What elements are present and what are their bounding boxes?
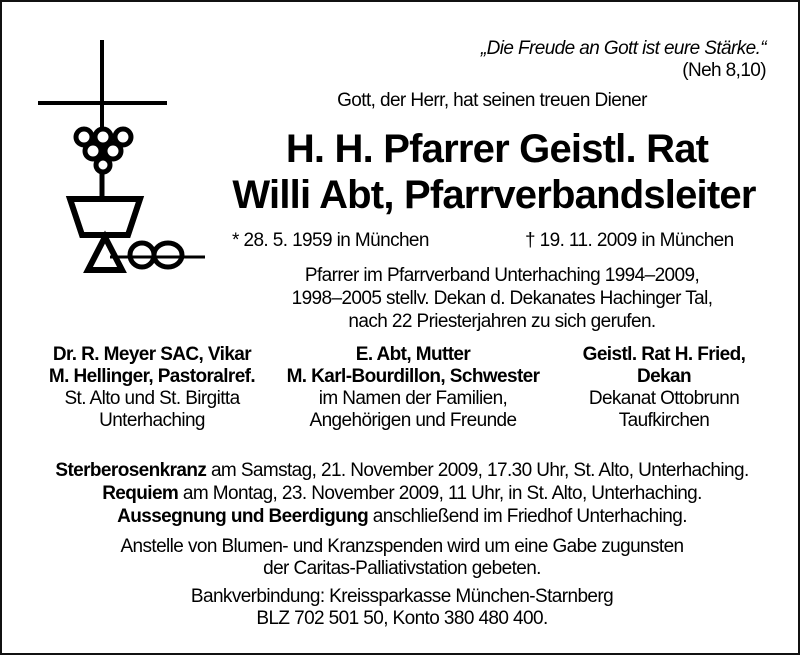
mourner-column — [287, 344, 540, 432]
intro-text: Gott, der Herr, hat seinen treuen Diener — [337, 90, 647, 111]
event-details: am Montag, 23. November 2009, 11 Uhr, in St. Alto, Unterhaching. — [178, 483, 702, 504]
mourner-affiliation: Dekanat Ottobrunn — [588, 388, 740, 409]
donation-line: der Caritas-Palliativstation gebeten. — [263, 558, 541, 579]
event-requiem — [102, 483, 702, 505]
mourner-column — [583, 344, 746, 432]
bank-line: BLZ 702 501 50, Konto 380 480 400. — [256, 608, 548, 629]
bible-quote: „Die Freude an Gott ist eure Stärke.“ — [480, 38, 766, 59]
mourner-column — [49, 344, 255, 432]
event-details: anschließend im Friedhof Unterhaching. — [368, 506, 687, 527]
quote-reference: (Neh 8,10) — [682, 60, 766, 81]
bio-line: nach 22 Priesterjahren zu sich gerufen. — [348, 311, 656, 332]
mourner-affiliation: im Namen der Familien, — [318, 388, 508, 409]
event-label: Aussegnung und Beerdigung — [117, 506, 369, 527]
event-rosary — [55, 460, 748, 482]
mourner-name: M. Karl-Bourdillon, Schwester — [286, 366, 540, 387]
bio-line: 1998–2005 stellv. Dekan d. Dekanates Hachinger Tal, — [291, 288, 713, 309]
event-burial — [117, 506, 687, 528]
mourner-name: Dekan — [636, 366, 692, 387]
event-label: Sterberosenkranz — [55, 460, 207, 481]
death-date: † 19. 11. 2009 in München — [525, 230, 734, 251]
mourner-name: E. Abt, Mutter — [355, 344, 471, 365]
birth-date: * 28. 5. 1959 in München — [232, 230, 429, 251]
mourner-name: M. Hellinger, Pastoralref. — [48, 366, 256, 387]
event-details: am Samstag, 21. November 2009, 17.30 Uhr, St. Alto, Unterhaching. — [206, 460, 749, 481]
mourner-affiliation: Taufkirchen — [618, 410, 710, 431]
cross-chalice-symbol-icon — [32, 37, 212, 277]
event-label: Requiem — [102, 483, 179, 504]
bank-line: Bankverbindung: Kreissparkasse München-Starnberg — [190, 586, 614, 607]
mourner-affiliation: St. Alto und St. Birgitta — [64, 388, 240, 409]
mourner-name: Geistl. Rat H. Fried, — [582, 344, 746, 365]
donation-line: Anstelle von Blumen- und Kranzspenden wird um eine Gabe zugunsten — [120, 536, 684, 557]
mourner-affiliation: Unterhaching — [99, 410, 205, 431]
deceased-title: H. H. Pfarrer Geistl. Rat — [285, 127, 709, 171]
mourner-name: Dr. R. Meyer SAC, Vikar — [52, 344, 252, 365]
bio-line: Pfarrer im Pfarrverband Unterhaching 1994–2009, — [304, 265, 700, 286]
deceased-name: Willi Abt, Pfarrverbandsleiter — [232, 173, 756, 217]
mourner-affiliation: Angehörigen und Freunde — [309, 410, 517, 431]
